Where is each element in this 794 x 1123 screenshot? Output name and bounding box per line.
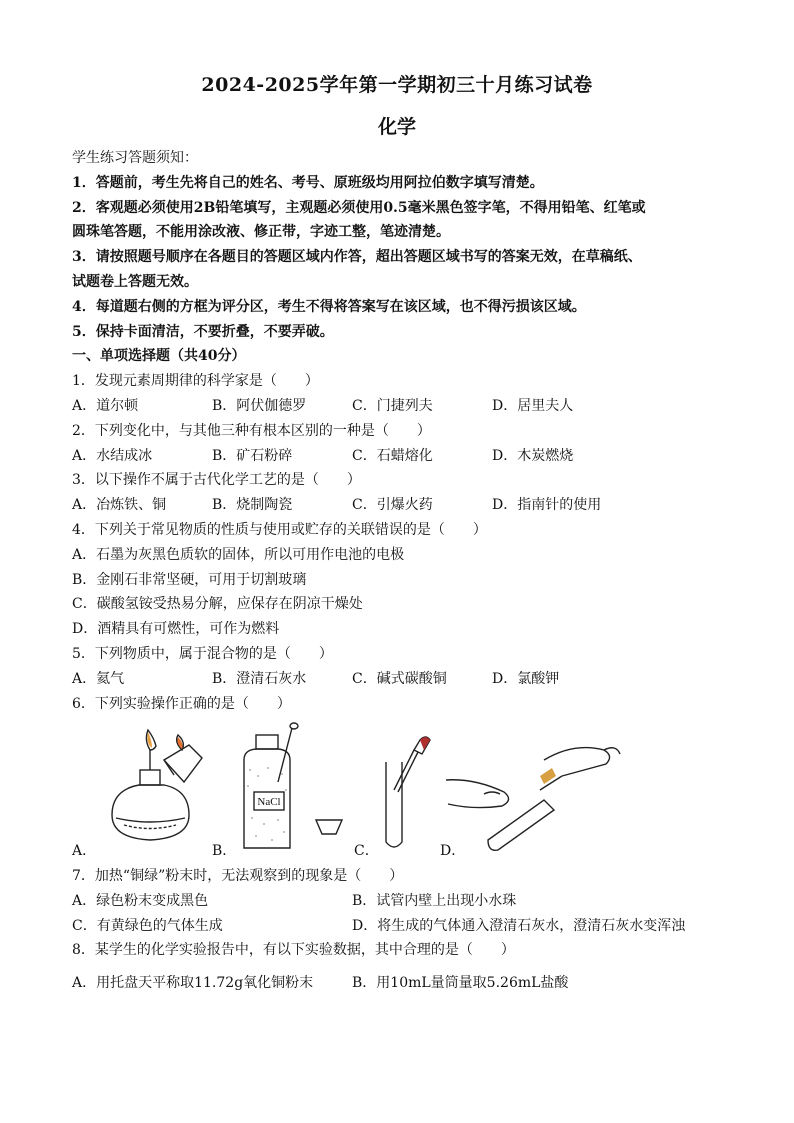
subject-title: 化学 <box>377 116 416 138</box>
question-stem: 7．加热“铜绿”粉末时，无法观察到的现象是（ ） <box>72 868 404 884</box>
option-b[interactable]: B．矿石粉碎 <box>212 447 293 464</box>
figure-label-a[interactable]: A． <box>72 843 97 859</box>
content-lines-2 <box>72 864 742 963</box>
options-row <box>72 914 742 939</box>
option-b[interactable]: B．金刚石非常坚硬，可用于切割玻璃 <box>72 571 307 588</box>
options-row <box>72 889 742 914</box>
option-a[interactable]: A．道尔顿 <box>72 397 139 414</box>
notice-item: 1．答题前，考生先将自己的姓名、考号、原班级均用阿拉伯数字填写清楚。 <box>72 174 544 191</box>
option-d[interactable]: D．指南针的使用 <box>492 497 602 514</box>
options-row <box>72 394 742 419</box>
option-c[interactable]: C．引爆火药 <box>352 497 433 514</box>
notice-item: 3．请按照题号顺序在各题目的答题区域内作答，超出答题区域书写的答案无效，在草稿纸、 <box>72 249 642 266</box>
question-stem: 4．下列关于常见物质的性质与使用或贮存的关联错误的是（ ） <box>72 521 487 538</box>
option-c[interactable]: C．碳酸氢铵受热易分解，应保存在阴凉干燥处 <box>72 596 363 613</box>
question-stem: 5．下列物质中，属于混合物的是（ ） <box>72 645 333 662</box>
option-d[interactable]: D．木炭燃烧 <box>492 447 574 464</box>
options-row <box>72 667 742 692</box>
option-b[interactable]: B．阿伏伽德罗 <box>212 397 307 414</box>
figure-label-b[interactable]: B． <box>212 843 237 859</box>
option-a[interactable]: A．用托盘天平称取11.72g氧化铜粉末 <box>72 975 314 991</box>
question-stem: 8．某学生的化学实验报告中，有以下实验数据，其中合理的是（ ） <box>72 942 515 959</box>
option-d[interactable]: D．居里夫人 <box>492 397 574 414</box>
option-c[interactable]: C．石蜡熔化 <box>352 447 433 464</box>
nacl-label: NaCl <box>257 796 281 808</box>
option-d[interactable]: D．酒精具有可燃性，可作为燃料 <box>72 621 280 638</box>
question-stem: 6．下列实验操作正确的是（ ） <box>72 695 291 712</box>
reagent-bottle-figure <box>234 720 364 855</box>
section-heading: 一、单项选择题（共40分） <box>72 348 246 365</box>
option-b[interactable]: B．用10mL量筒量取5.26mL盐酸 <box>352 975 569 991</box>
question-stem: 3．以下操作不属于古代化学工艺的是（ ） <box>72 472 361 489</box>
option-c[interactable]: C．门捷列夫 <box>352 397 433 414</box>
notice-item: 圆珠笔答题，不能用涂改液、修正带，字迹工整，笔迹清楚。 <box>72 224 450 241</box>
option-d[interactable]: D．氯酸钾 <box>492 670 560 687</box>
option-c[interactable]: C．碱式碳酸铜 <box>352 670 447 687</box>
option-b[interactable]: B．澄清石灰水 <box>212 670 307 687</box>
exam-title: 2024-2025学年第一学期初三十月练习试卷 <box>201 74 593 96</box>
option-a[interactable]: A．氦气 <box>72 670 125 687</box>
notice-item: 5．保持卡面清洁，不要折叠，不要弄破。 <box>72 323 334 340</box>
option-a[interactable]: A．冶炼铁、铜 <box>72 497 167 514</box>
dropper-test-tube-figure <box>374 720 454 855</box>
option-a[interactable]: A．石墨为灰黑色质软的固体，所以可用作电池的电极 <box>72 546 405 563</box>
q6-figures <box>72 720 692 860</box>
notice-header: 学生练习答题须知： <box>72 150 198 166</box>
notice-item: 试题卷上答题无效。 <box>72 273 198 290</box>
question-stem: 2．下列变化中，与其他三种有根本区别的一种是（ ） <box>72 422 431 439</box>
option-a[interactable]: A．绿色粉末变成黑色 <box>72 892 209 909</box>
option-d[interactable]: D．将生成的气体通入澄清石灰水，澄清石灰水变浑浊 <box>352 917 686 934</box>
option-a[interactable]: A．水结成冰 <box>72 447 153 464</box>
notice-item: 2．客观题必须使用2B铅笔填写，主观题必须使用0.5毫米黑色签字笔，不得用铅笔、红笔或 <box>72 199 646 216</box>
options-row <box>72 444 742 469</box>
notice-item: 4．每道题右侧的方框为评分区，考生不得将答案写在该区域，也不得污损该区域。 <box>72 298 586 315</box>
option-b[interactable]: B．试管内壁上出现小水珠 <box>352 892 517 909</box>
alcohol-lamp-figure <box>94 720 214 855</box>
figure-label-d[interactable]: D． <box>440 843 466 859</box>
content-lines <box>72 146 742 716</box>
options-row <box>72 493 742 518</box>
question-stem: 1．发现元素周期律的科学家是（ ） <box>72 373 319 390</box>
test-tube-hands-figure <box>444 720 624 855</box>
option-b[interactable]: B．烧制陶瓷 <box>212 497 293 514</box>
option-c[interactable]: C．有黄绿色的气体生成 <box>72 917 223 934</box>
options-row <box>72 972 568 992</box>
figure-label-c[interactable]: C． <box>354 843 379 859</box>
